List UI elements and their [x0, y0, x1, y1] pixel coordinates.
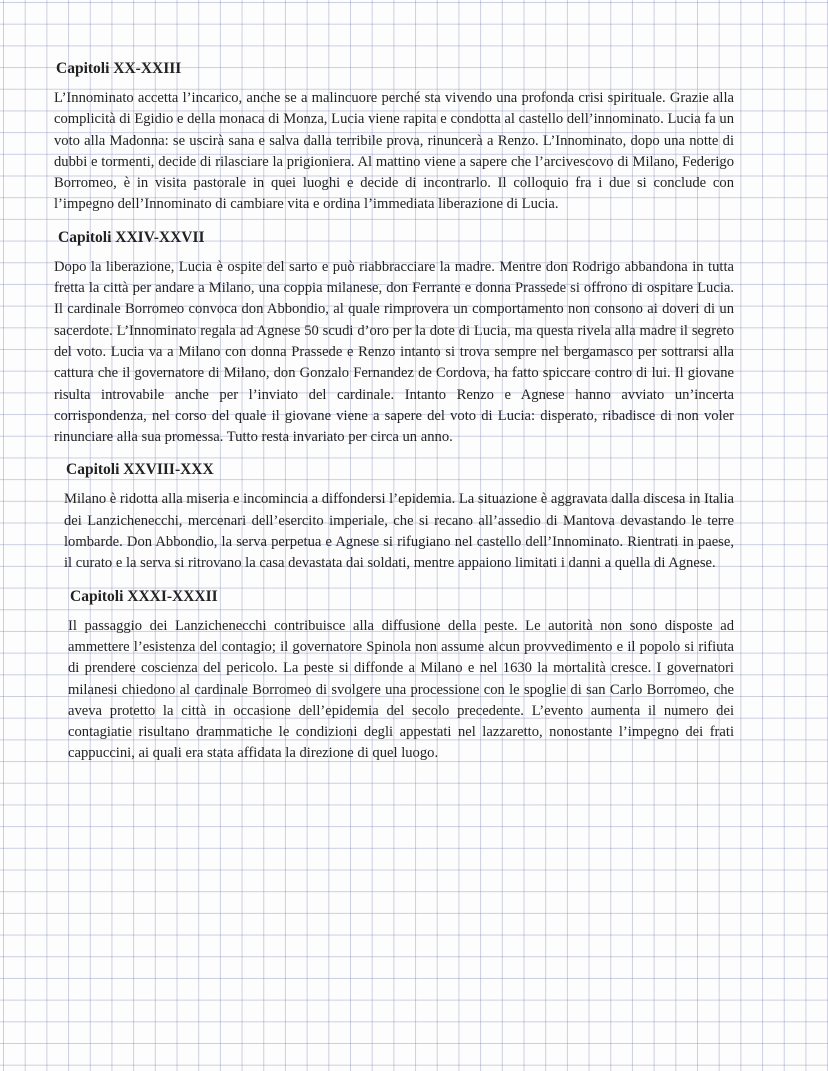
section-paragraph: Dopo la liberazione, Lucia è ospite del sarto e può riabbracciare la madre. Mentre don Rodrigo abbandona in tutta fretta la città per andare a Milano, una coppia milanese, don Ferrante e donna Prassede si offrono di ospitare Lucia. Il cardinale Borromeo convoca don Abbondio, al quale rimprovera un comportamento non consono ai doveri di un sacerdote. L’Innominato regala ad Agnese 50 scudi d’oro per la dote di Lucia, ma questa rivela alla madre il segreto del voto. Lucia va a Milano con donna Prassede e Renzo intanto si trova sempre nel bergamasco per sottrarsi alla cattura che il governatore di Milano, don Gonzalo Fernandez de Cordova, ha fatto spiccare contro di lui. Il giovane risulta introvabile anche per l’inviato del cardinale. Intanto Renzo e Agnese hanno avviato un’incerta corrispondenza, nel corso del quale il giovane viene a sapere del voto di Lucia: disperato, ribadisce di non voler rinunciare alla sua promessa. Tutto resta invariato per circa un anno.: [54, 258, 734, 446]
section-capitoli-xxiv-xxvii: [54, 227, 734, 449]
section-capitoli-xxviii-xxx: [64, 459, 734, 574]
document-body: [54, 58, 734, 776]
section-capitoli-xxxi-xxxii: [68, 586, 734, 765]
section-heading: Capitoli XXVIII-XXX: [66, 461, 214, 479]
section-heading: Capitoli XXXI-XXXII: [70, 587, 218, 605]
section-paragraph: Il passaggio dei Lanzichenecchi contribuisce alla diffusione della peste. Le autorità non sono disposte ad ammettere l’esistenza del contagio; il governatore Spinola non assume alcun provvedimento e il popolo si rifiuta di prendere coscienza del pericolo. La peste si diffonde a Milano e nel 1630 la mortalità cresce. I governatori milanesi chiedono al cardinale Borromeo di svolgere una processione con le spoglie di san Carlo Borromeo, che aveva protetto la città in occasione dell’epidemia del secolo precedente. L’evento aumenta il numero dei contagiatie risultano drammatiche le condizioni degli appestati nel lazzaretto, nonostante l’impegno dei frati cappuccini, ai quali era stata affidata la direzione di quel luogo.: [68, 617, 734, 762]
section-heading: Capitoli XXIV-XXVII: [58, 228, 205, 246]
section-heading: Capitoli XX-XXIII: [56, 60, 182, 77]
section-paragraph: Milano è ridotta alla miseria e incomincia a diffondersi l’epidemia. La situazione è aggravata dalla discesa in Italia dei Lanzichenecchi, mercenari dell’esercito imperiale, che si recano all’assedio di Mantova devastando le terre lombarde. Don Abbondio, la serva perpetua e Agnese si rifugiano nel castello dell’Innominato. Rientrati in paese, il curato e la serva si ritrovano la casa devastata dai soldati, mentre appaiono limitati i danni a quella di Agnese.: [64, 491, 734, 572]
section-capitoli-xx-xxiii: [54, 58, 734, 216]
section-paragraph: L’Innominato accetta l’incarico, anche se a malincuore perché sta vivendo una profonda crisi spirituale. Grazie alla complicità di Egidio e della monaca di Monza, Lucia viene rapita e condotta al castello dell’innominato. Lucia fa un voto alla Madonna: se uscirà sana e salva dalla terribile prova, rinuncerà a Renzo. L’Innominato, dopo una notte di dubbi e tormenti, decide di rilasciare la prigioniera. Al mattino viene a sapere che l’arcivescovo di Milano, Federigo Borromeo, è in visita pastorale in quei luoghi e decide di incontrarlo. Il colloquio fra i due si conclude con l’impegno dell’Innominato di cambiare vita e ordina l’immediata liberazione di Lucia.: [54, 90, 734, 213]
